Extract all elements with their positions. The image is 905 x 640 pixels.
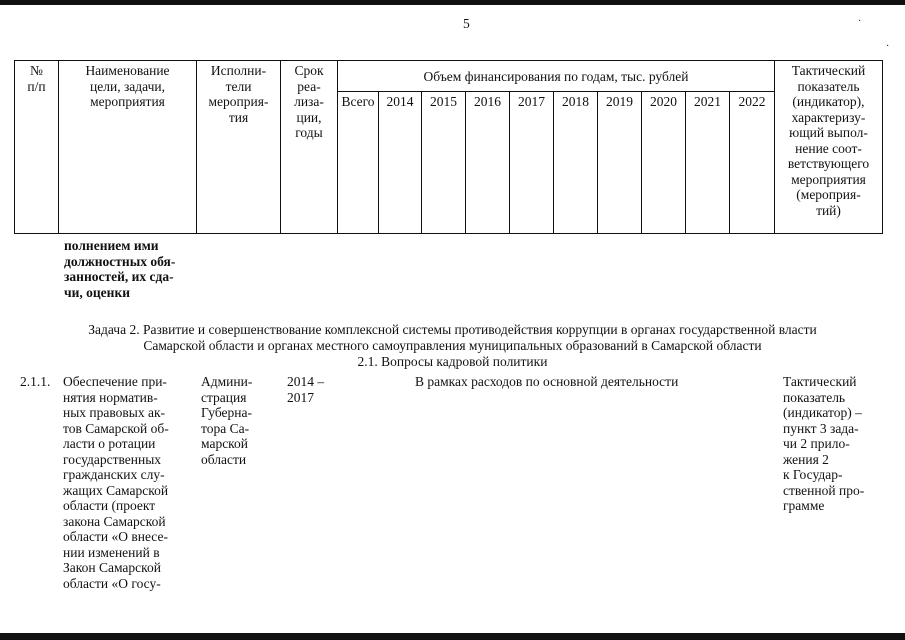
header-year: 2016 bbox=[474, 94, 501, 109]
header-year: 2020 bbox=[650, 94, 677, 109]
section-heading: 2.1. Вопросы кадровой политики bbox=[357, 354, 548, 369]
stray-mark: · bbox=[858, 16, 862, 27]
header-year: 2022 bbox=[738, 94, 766, 109]
row-financing: В рамках расходов по основной деятельности bbox=[415, 374, 679, 389]
row-indicator: Тактический показатель (индикатор) – пункт 3 зада- чи 2 прило- жения 2 к Государ- ственной про- грамме bbox=[783, 374, 865, 513]
stray-mark: · bbox=[886, 41, 890, 52]
header-term: Срок реа- лиза- ции, годы bbox=[294, 63, 324, 140]
header-total: Всего bbox=[341, 94, 375, 109]
top-border bbox=[0, 0, 905, 5]
header-year: 2018 bbox=[562, 94, 589, 109]
header-year: 2015 bbox=[430, 94, 457, 109]
row-name: Обеспечение при- нятия норматив- ных правовых ак- тов Самарской об- ласти о ротации государственных гражданских слу- жащих Самарской области (проект закона Самарской области «О внесе- нии изменений в Закон Самарской области «О госу- bbox=[63, 374, 169, 591]
header-name: Наименование цели, задачи, мероприятия bbox=[85, 63, 170, 109]
page-number: 5 bbox=[463, 16, 470, 31]
row-term: 2014 – 2017 bbox=[287, 374, 325, 405]
task-heading-line2: Самарской области и органах местного самоуправления муниципальных образований в Самарской области bbox=[143, 338, 762, 353]
header-year: 2017 bbox=[518, 94, 545, 109]
header-indicator: Тактический показатель (индикатор), характеризу- ющий выпол- нение соот- ветствующего мероприятия (мероприя- тий) bbox=[787, 63, 870, 218]
row-executor: Админи- страция Губерна- тора Са- марской области bbox=[201, 374, 253, 467]
header-executors: Исполни- тели мероприя- тия bbox=[208, 63, 269, 125]
header-num: № п/п bbox=[27, 63, 46, 94]
header-year: 2014 bbox=[386, 94, 414, 109]
header-financing-title: Объем финансирования по годам, тыс. рублей bbox=[423, 69, 689, 84]
bottom-border bbox=[0, 633, 905, 640]
header-year: 2019 bbox=[606, 94, 633, 109]
row-number: 2.1.1. bbox=[20, 374, 51, 389]
task-heading-line1: Задача 2. Развитие и совершенствование комплексной системы противодействия коррупции в органах государственной власти bbox=[88, 322, 817, 337]
continued-text: полнением ими должностных обя- занностей, их сда- чи, оценки bbox=[64, 238, 176, 300]
header-year: 2021 bbox=[694, 94, 721, 109]
